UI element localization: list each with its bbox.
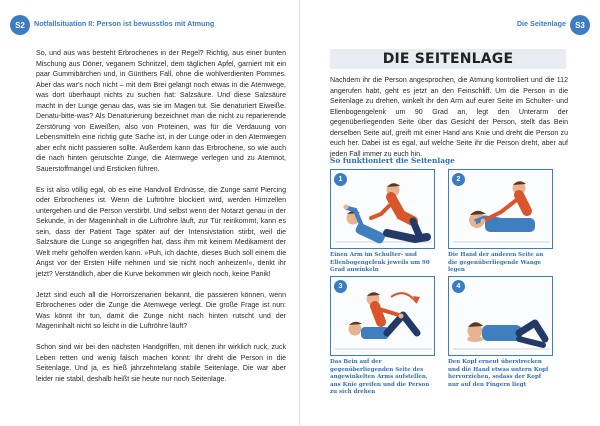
- running-head: Notfallsituation II: Person ist bewusstlos mit Atmung: [34, 19, 215, 28]
- step-caption: Das Bein auf der gegenüberliegenden Seite des angewinkelten Arms aufstellen, ans Knie greifen und die Person zu sich drehen: [330, 359, 430, 396]
- page-number-badge: S3: [570, 15, 590, 35]
- step-3: [330, 276, 435, 397]
- recovery-position-step-1-illustration: [331, 170, 435, 249]
- paragraph: Schon sind wir bei den nächsten Handgriffen, mit denen ihr wirklich ruck, zuck Leben retten und wenig falsch machen könnt: Ihr dreht die Person in die Seitenlage. Und ja, es hieß jahrzehntelang stabile Seitenlage. Die war aber leider nie stabil, deshalb heißt sie heute nur noch Seitenlage.: [36, 344, 286, 383]
- intro-text: Nachdem ihr die Person angesprochen, die Atmung kontrolliert und die 112 angerufen habt, geht es jetzt an den Feinschliff. Um die Person in die Seitenlage zu drehen, winkelt ihr den Arm auf eurer Seite im Schulter- und Ellenbogengelenk um 90 Grad an, legt den Unterarm der gegenüberliegenden Seite über das Gesicht der Person, stellt das Bein derselben Seite auf, greift mit einer Hand ans Knie und dreht die Person zu euch her. Dabei ist es egal, auf welche Seite ihr die Person dreht, aber auf jeden Fall immer zu euch hin.: [330, 77, 568, 158]
- paragraph: So, und aus was besteht Erbrochenes in der Regel? Richtig, aus einer bunten Mischung aus Döner, veganem Schnitzel, dem täglichen Apfel, garniert mit ein paar Gummibärchen und, in Günthers Fall, ohne die wohlverdienten Pommes. Aber das war's noch nicht – mit dem Brei gelangt noch etwas in die Atemwege, was dort überhaupt nichts zu suchen hat: Salzsäure. Und diese Salzsäure macht in der Lunge genau das, was sie im Magen tut. Sie denaturiert Eiweiße. Denatu-bitte-was? Als Denaturierung bezeichnet man die nicht zu reparierende Zerstörung von Eiweißen, also von Proteinen, was für die Verdauung von Lebensmitteln eine richtig gute Sache ist, in der Lunge oder in den Atemwegen aber echt nicht passieren sollte. Außerdem kann das Erbrochene, so wie auch die nach hinten gerutschte Zunge, die Atemwege verlegen und zu Atemnot, Sauerstoffmangel und Ersticken führen.: [36, 50, 286, 173]
- step-illustration: [448, 169, 553, 249]
- step-number-badge: 4: [452, 280, 465, 293]
- section-title-bar: [330, 49, 566, 69]
- step-caption: Den Kopf erneut überstrecken und die Hand etwas untern Kopf hervorziehen, sodass der Kopf nur auf den Fingern liegt: [448, 359, 549, 388]
- paragraph: Es ist also völlig egal, ob es eine Handvoll Erdnüsse, die Zunge samt Piercing oder Erbrochenes ist. Wenn die Luftröhre blockiert wird, werden Hirnzellen untergehen und die Person verstirbt. Und selbst wenn der Notarzt genau in der Sekunde, in der Mageninhalt in die Luftröhre läuft, zur Tür reinkommt, kann es sein, dass der Patient Tage später auf der Intensivstation stirbt, weil die Salzsäure die Lunge so angegriffen hat, dass ihm mit keinem Medikament der Welt mehr geholfen werden kann. »Puh, ich dachte, dieses Buch soll einem die Angst vor der Ersten Hilfe nehmen und sie nicht noch anheizen!«, denkt ihr jetzt? Verständlich, aber die Kurve bekommen wir gleich noch, keine Panik!: [36, 186, 286, 278]
- page-number-badge: S2: [10, 15, 30, 35]
- step-caption: Die Hand der anderen Seite an die gegenüberliegende Wange legen: [448, 252, 544, 274]
- step-illustration: [330, 169, 435, 249]
- step-number-badge: 3: [334, 280, 347, 293]
- step-4: [448, 276, 553, 389]
- step-2: [448, 169, 553, 275]
- recovery-position-step-3-illustration: [331, 277, 435, 356]
- paragraph: Jetzt sind euch all die Horrorszenarien bekannt, die passieren können, wenn Erbrochenes oder die Zunge die Atemwege verlegt. Die große Frage ist nun: Was könnt ihr tun, damit die Zunge nicht nach hinten rutscht und der Mageninhalt nicht so leicht in die Luftröhre läuft?: [36, 291, 286, 330]
- step-1: [330, 169, 435, 275]
- running-head: Die Seitenlage: [516, 19, 566, 28]
- step-illustration: [448, 276, 553, 356]
- step-number-badge: 2: [452, 173, 465, 186]
- recovery-position-step-2-illustration: [449, 170, 553, 249]
- step-illustration: [330, 276, 435, 356]
- steps-heading: So funktioniert die Seitenlage: [330, 156, 455, 165]
- step-number-badge: 1: [334, 173, 347, 186]
- recovery-position-step-4-illustration: [449, 277, 553, 356]
- step-caption: Einen Arm im Schulter- und Ellenbogengelenk jeweils um 90 Grad anwinkeln: [330, 252, 430, 274]
- section-title: DIE SEITENLAGE: [382, 51, 514, 67]
- left-body-text: [36, 49, 286, 396]
